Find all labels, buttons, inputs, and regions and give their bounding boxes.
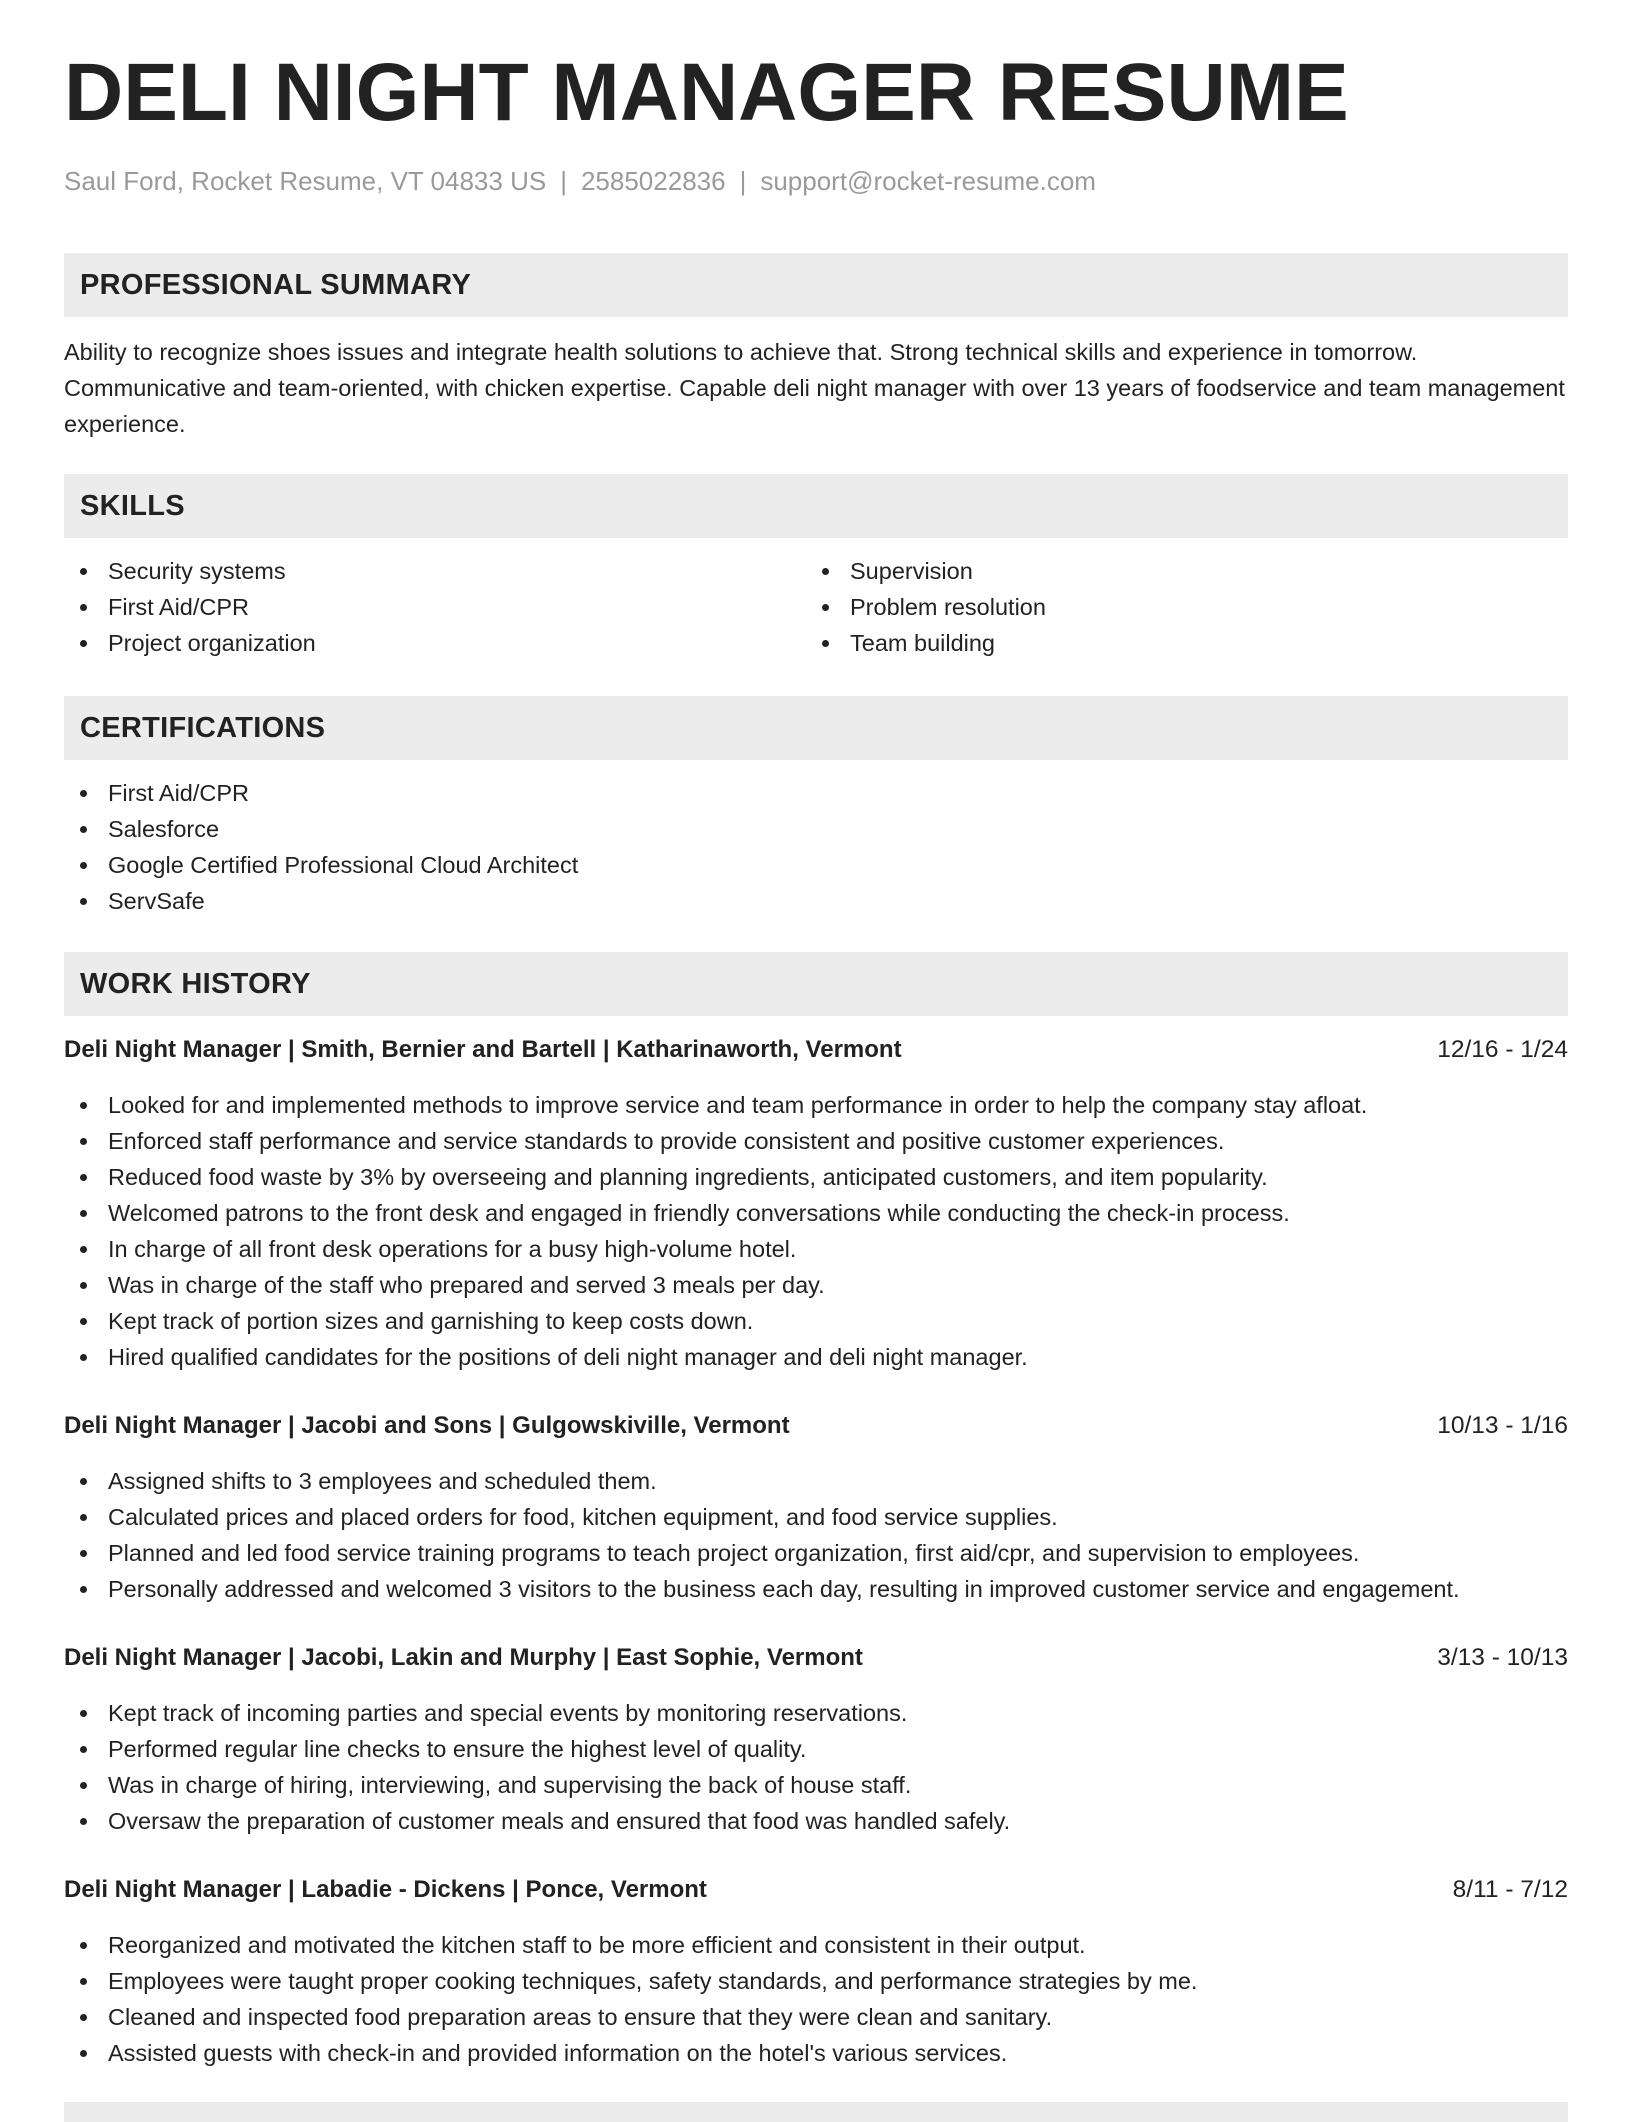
section-header-certifications xyxy=(64,696,1568,760)
job-duty-item: Employees were taught proper cooking techniques, safety standards, and performance strategies by me. xyxy=(64,1963,1568,1999)
job-header xyxy=(64,1640,1568,1676)
certification-item: Salesforce xyxy=(64,811,578,847)
job-duty-item: Oversaw the preparation of customer meals and ensured that food was handled safely. xyxy=(64,1803,1568,1839)
section-header-work-history xyxy=(64,952,1568,1016)
section-header-summary xyxy=(64,253,1568,317)
job-dates: 3/13 - 10/13 xyxy=(1437,1644,1568,1671)
job-duty-item: Kept track of incoming parties and special events by monitoring reservations. xyxy=(64,1695,1568,1731)
job-duties-list xyxy=(64,1463,1568,1607)
job-duties-list xyxy=(64,1087,1568,1375)
resume-title: DELI NIGHT MANAGER RESUME xyxy=(64,47,1349,138)
job-duty-item: Kept track of portion sizes and garnishing to keep costs down. xyxy=(64,1303,1568,1339)
job-duty-item: Welcomed patrons to the front desk and engaged in friendly conversations while conducting the check-in process. xyxy=(64,1195,1568,1231)
skills-column-right xyxy=(806,553,1546,661)
skill-item: Supervision xyxy=(806,553,1546,589)
job-duty-item: Looked for and implemented methods to improve service and team performance in order to help the company stay afloat. xyxy=(64,1087,1568,1123)
job-duty-item: Performed regular line checks to ensure the highest level of quality. xyxy=(64,1731,1568,1767)
skill-item: First Aid/CPR xyxy=(64,589,804,625)
job-dates: 8/11 - 7/12 xyxy=(1452,1876,1568,1903)
contact-separator: | xyxy=(560,166,567,196)
job-duties-list xyxy=(64,1927,1568,2071)
skill-item: Problem resolution xyxy=(806,589,1546,625)
contact-separator: | xyxy=(739,166,747,196)
job-duty-item: Was in charge of the staff who prepared and served 3 meals per day. xyxy=(64,1267,1568,1303)
job-dates: 12/16 - 1/24 xyxy=(1437,1036,1568,1063)
skills-column-left xyxy=(64,553,804,661)
job-dates: 10/13 - 1/16 xyxy=(1437,1412,1568,1439)
job-title: Deli Night Manager | Smith, Bernier and Bartell | Katharinaworth, Vermont xyxy=(64,1036,902,1063)
job-duty-item: Was in charge of hiring, interviewing, and supervising the back of house staff. xyxy=(64,1767,1568,1803)
job-header xyxy=(64,1872,1568,1908)
skill-item: Project organization xyxy=(64,625,804,661)
contact-line xyxy=(64,166,1096,197)
job-title: Deli Night Manager | Jacobi, Lakin and Murphy | East Sophie, Vermont xyxy=(64,1644,863,1671)
job-duty-item: In charge of all front desk operations for a busy high-volume hotel. xyxy=(64,1231,1568,1267)
section-heading: WORK HISTORY xyxy=(80,968,311,1000)
certification-item: First Aid/CPR xyxy=(64,775,578,811)
job-duty-item: Reorganized and motivated the kitchen staff to be more efficient and consistent in their output. xyxy=(64,1927,1568,1963)
job-duty-item: Enforced staff performance and service standards to provide consistent and positive customer experiences. xyxy=(64,1123,1568,1159)
job-duty-item: Calculated prices and placed orders for food, kitchen equipment, and food service supplies. xyxy=(64,1499,1568,1535)
skill-item: Security systems xyxy=(64,553,804,589)
job-duty-item: Assigned shifts to 3 employees and scheduled them. xyxy=(64,1463,1568,1499)
contact-email: support@rocket-resume.com xyxy=(760,166,1096,196)
job-duty-item: Planned and led food service training programs to teach project organization, first aid/cpr, and supervision to employees. xyxy=(64,1535,1568,1571)
skills-list xyxy=(64,553,804,661)
contact-phone: 2585022836 xyxy=(580,166,726,196)
job-duty-item: Personally addressed and welcomed 3 visitors to the business each day, resulting in improved customer service and engagement. xyxy=(64,1571,1568,1607)
summary-text: Ability to recognize shoes issues and integrate health solutions to achieve that. Strong technical skills and experience in tomorrow. Communicative and team-oriented, with chicken expertise. Capable deli night manager with over 13 years of foodservice and team management experience. xyxy=(64,339,1565,437)
job-duty-item: Cleaned and inspected food preparation areas to ensure that they were clean and sanitary. xyxy=(64,1999,1568,2035)
job-title: Deli Night Manager | Labadie - Dickens | Ponce, Vermont xyxy=(64,1876,707,1903)
job-duty-item: Assisted guests with check-in and provided information on the hotel's various services. xyxy=(64,2035,1568,2071)
contact-address: Saul Ford, Rocket Resume, VT 04833 US xyxy=(64,166,547,196)
skill-item: Team building xyxy=(806,625,1546,661)
job-title: Deli Night Manager | Jacobi and Sons | Gulgowskiville, Vermont xyxy=(64,1412,790,1439)
certifications-list xyxy=(64,775,578,919)
section-heading: SKILLS xyxy=(80,490,185,522)
job-header xyxy=(64,1408,1568,1444)
job-header xyxy=(64,1032,1568,1068)
job-duties-list xyxy=(64,1695,1568,1839)
section-heading: PROFESSIONAL SUMMARY xyxy=(80,269,472,301)
certification-item: Google Certified Professional Cloud Architect xyxy=(64,847,578,883)
skills-list xyxy=(806,553,1546,661)
job-duty-item: Hired qualified candidates for the positions of deli night manager and deli night manager. xyxy=(64,1339,1568,1375)
next-section-header xyxy=(64,2102,1568,2122)
certification-item: ServSafe xyxy=(64,883,578,919)
job-duty-item: Reduced food waste by 3% by overseeing and planning ingredients, anticipated customers, and item popularity. xyxy=(64,1159,1568,1195)
section-heading: CERTIFICATIONS xyxy=(80,712,326,744)
section-header-skills xyxy=(64,474,1568,538)
